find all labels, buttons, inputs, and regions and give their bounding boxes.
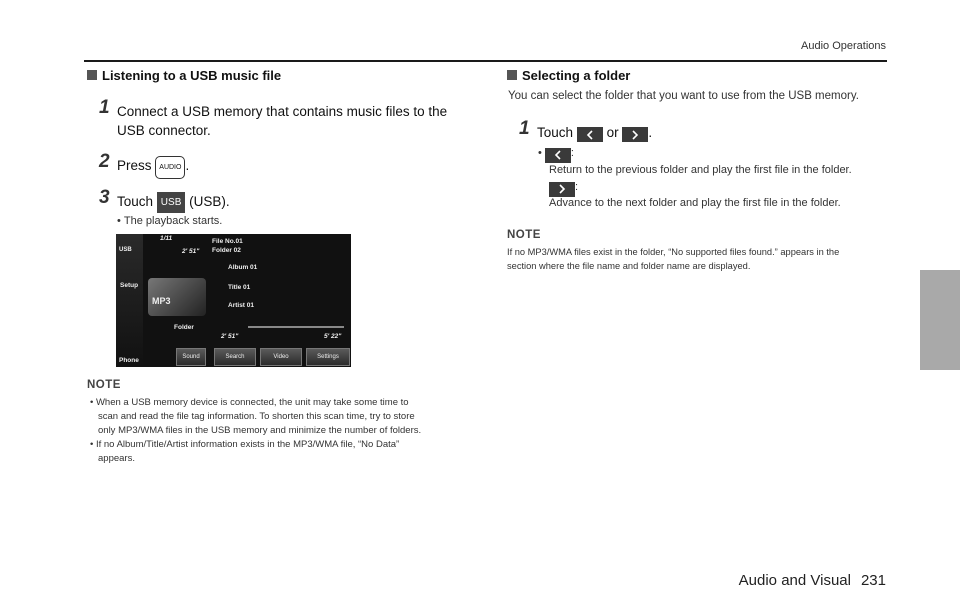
right-intro: You can select the folder that you want to use from the USB memory.	[508, 90, 859, 102]
prev-folder-item: • :	[538, 146, 574, 163]
square-bullet-icon	[87, 70, 97, 80]
left-bullet: • The playback starts.	[117, 215, 223, 227]
square-bullet-icon	[507, 70, 517, 80]
right-section-heading: Selecting a folder	[507, 68, 630, 83]
next-arrow-icon	[549, 182, 575, 197]
chapter-side-tab	[920, 270, 960, 370]
running-header: Audio Operations	[801, 40, 886, 52]
next-folder-button-icon	[622, 127, 648, 142]
left-note-title: NOTE	[87, 379, 121, 391]
device-mp3-label: MP3	[152, 296, 171, 306]
device-usb-label: USB	[119, 247, 132, 253]
device-folder: Folder 02	[212, 247, 241, 254]
device-folder-label: Folder	[174, 324, 194, 331]
device-video-button: Video	[260, 348, 302, 366]
device-setup-label: Setup	[120, 282, 139, 289]
device-settings-button: Settings	[306, 348, 350, 366]
device-phone-label: Phone	[119, 357, 139, 364]
usb-key-icon: USB	[157, 192, 186, 213]
prev-folder-desc: Return to the previous folder and play the first file in the folder.	[549, 164, 852, 176]
footer-chapter: Audio and Visual	[738, 572, 851, 589]
device-search-button: Search	[214, 348, 256, 366]
device-elapsed: 2' 51"	[221, 333, 239, 340]
right-note-body: If no MP3/WMA files exist in the folder, “No supported files found.” appears in the section where the file name and folder name are displayed.	[507, 247, 840, 271]
prev-arrow-icon	[545, 148, 571, 163]
device-total: 5' 22"	[324, 333, 342, 340]
left-note-body: • When a USB memory device is connected, the unit may take some time to scan and read the file tag information. To shorten this scan time, try to store only MP3/WMA files in the USB memory and minimize the number of folders. • If no Album/Title/Artist information exists in the MP3/WMA file, “No Data” appears.	[90, 397, 422, 464]
left-section-heading: Listening to a USB music file	[87, 68, 281, 83]
left-step-1: 1 Connect a USB memory that contains music files to the USB connector.	[99, 97, 448, 138]
device-time: 2' 51"	[182, 248, 200, 255]
device-title: Title 01	[228, 284, 251, 291]
header-rule	[84, 60, 887, 62]
device-file: File No.01	[212, 238, 243, 245]
next-folder-desc: Advance to the next folder and play the first file in the folder.	[549, 197, 841, 209]
device-artist: Artist 01	[228, 302, 255, 309]
device-album: Album 01	[228, 264, 258, 271]
right-note-title: NOTE	[507, 229, 541, 241]
page-footer	[739, 572, 886, 589]
device-screenshot	[116, 234, 351, 367]
device-progress-bar	[248, 326, 344, 328]
prev-folder-button-icon	[577, 127, 603, 142]
right-step-1: 1 Touch or .	[519, 118, 653, 140]
device-sound-button: Sound	[176, 348, 206, 366]
next-folder-item: :	[549, 180, 578, 197]
audio-key-icon: AUDIO	[155, 156, 185, 179]
device-track-count: 1/11	[160, 235, 173, 242]
left-step-3: 3 Touch USB (USB).	[117, 192, 230, 213]
device-left-bar	[116, 234, 143, 367]
left-step-2: 2 Press AUDIO .	[117, 156, 189, 179]
page-number: 231	[860, 572, 886, 589]
